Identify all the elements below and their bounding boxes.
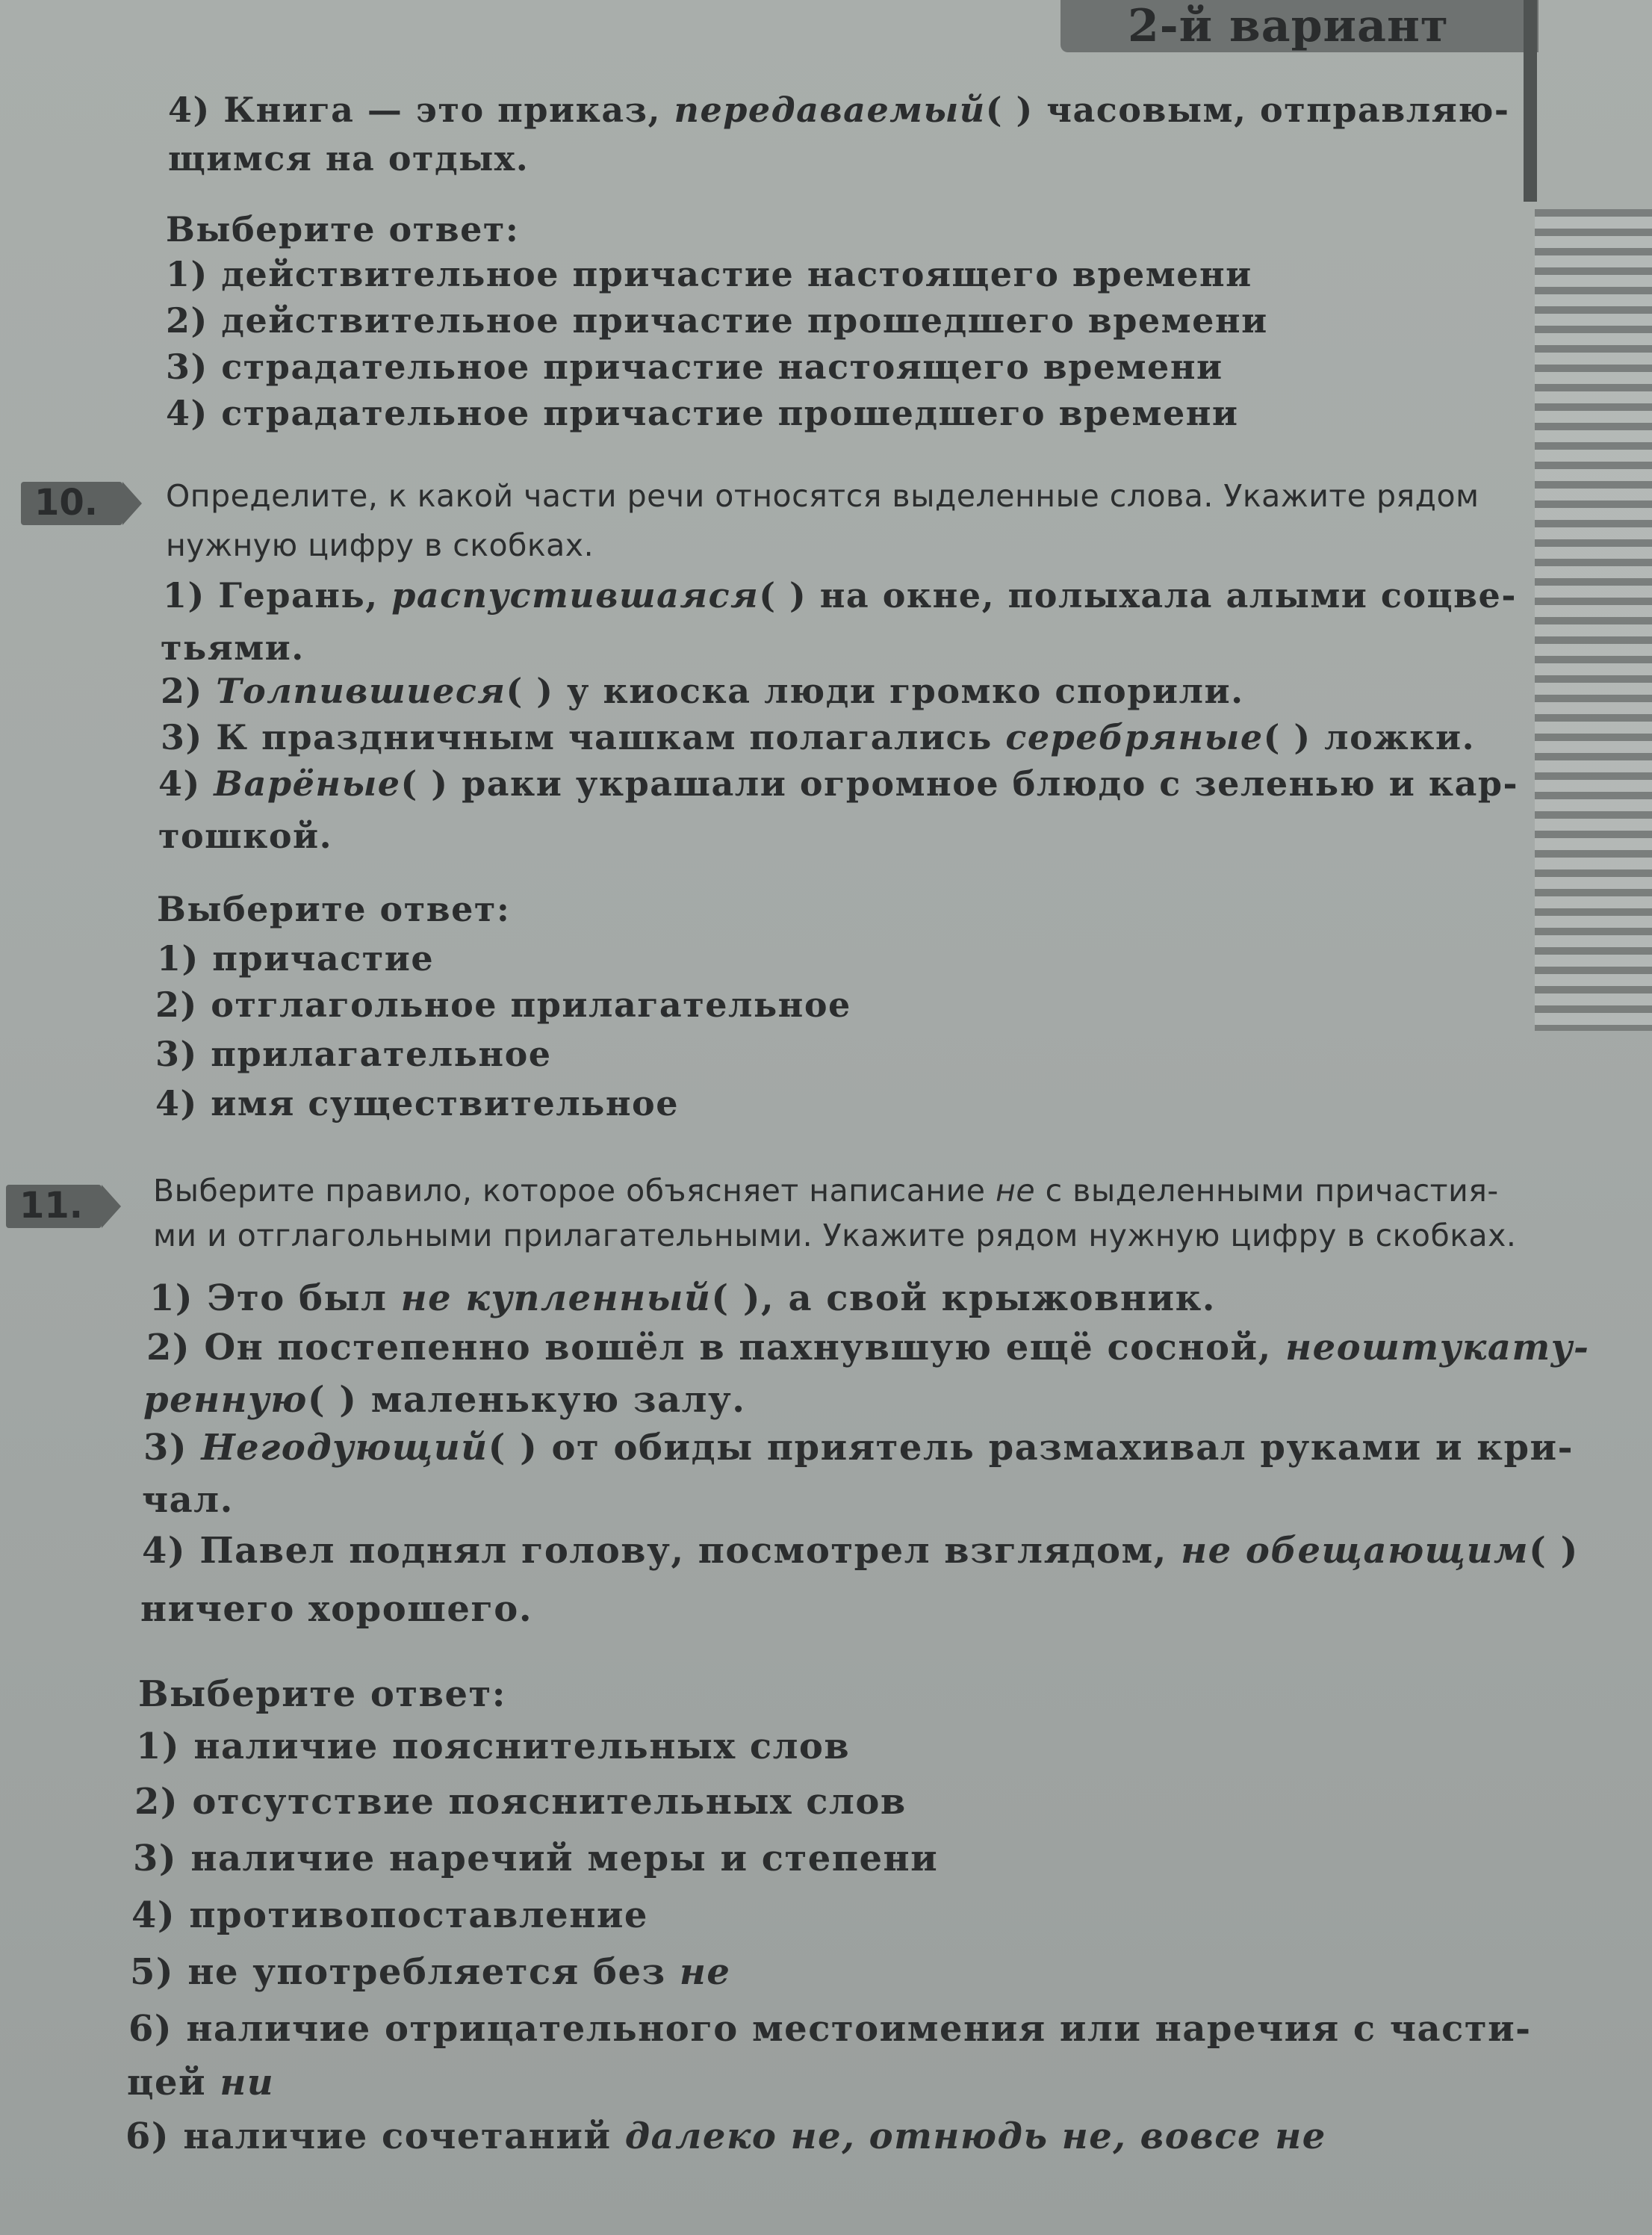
q10-choose-label: Выберите ответ:: [157, 889, 511, 929]
q10-number-arrow: [122, 482, 142, 525]
q10-sentence-3: 3) К праздничным чашкам полагались серебряные( ) ложки.: [161, 717, 1476, 757]
q11-number: 11.: [19, 1185, 84, 1227]
q11-s2-highlight: неоштукату-: [1285, 1327, 1590, 1368]
q11-s4-highlight: не обещающим: [1181, 1530, 1530, 1572]
q10-option-4: 4) имя существительное: [155, 1083, 679, 1123]
q11-sentence-1: 1) Это был не купленный( ), а свой крыжовник.: [149, 1277, 1216, 1319]
q9-sentence-4-cont: щимся на отдых.: [168, 138, 530, 179]
q9-s4-num: 4): [168, 90, 211, 130]
q9-s4-highlight: передаваемый: [674, 90, 986, 130]
q11-s1-highlight: не купленный: [400, 1277, 712, 1319]
q11-option-1: 1) наличие пояснительных слов: [136, 1726, 851, 1767]
q10-task-line-1: Определите, к какой части речи относятся выделенные слова. Укажите рядом: [166, 478, 1479, 514]
q11-number-arrow: [102, 1185, 121, 1228]
q10-s1-highlight: распустившаяся: [391, 575, 760, 616]
q9-option-2: 2) действительное причастие прошедшего времени: [166, 300, 1268, 341]
q10-number: 10.: [34, 482, 99, 524]
q11-sentence-2-cont: ренную( ) маленькую залу.: [143, 1379, 746, 1421]
q11-option-3: 3) наличие наречий меры и степени: [133, 1838, 939, 1879]
q10-sentence-2: 2) Толпившиеся( ) у киоска люди громко спорили.: [161, 671, 1244, 711]
q11-s3-highlight: Негодующий: [201, 1427, 488, 1469]
q11-sentence-2: 2) Он постепенно вошёл в пахнувшую ещё сосной, неоштукату-: [146, 1327, 1590, 1368]
page-edge-bar: [1524, 0, 1537, 202]
variant-label: 2-й вариант: [1128, 0, 1450, 52]
q10-s2-highlight: Толпившиеся: [216, 671, 506, 711]
q9-sentence-4: [168, 90, 1509, 130]
q10-option-3: 3) прилагательное: [155, 1034, 552, 1074]
q11-sentence-4: 4) Павел поднял голову, посмотрел взглядом, не обещающим( ): [142, 1530, 1579, 1572]
q11-opt5-highlight: не: [679, 1951, 731, 1993]
q11-option-6: 6) наличие отрицательного местоимения или наречия с части-: [128, 2008, 1532, 2050]
q9-option-4: 4) страдательное причастие прошедшего времени: [166, 393, 1239, 433]
q11-sentence-3: 3) Негодующий( ) от обиды приятель размахивал руками и кри-: [143, 1427, 1574, 1469]
q11-task-line-2: ми и отглагольными прилагательными. Укажите рядом нужную цифру в скобках.: [153, 1218, 1517, 1253]
q11-option-2: 2) отсутствие пояснительных слов: [134, 1781, 907, 1823]
q11-s2-highlight-cont: ренную: [143, 1379, 308, 1421]
q10-option-1: 1) причастие: [157, 938, 435, 979]
q9-choose-label: Выберите ответ:: [166, 209, 520, 249]
q10-sentence-4: 4) Варёные( ) раки украшали огромное блюдо с зеленью и кар-: [158, 763, 1519, 804]
q11-option-5: 5) не употребляется без не: [130, 1951, 731, 1993]
q10-sentence-1: 1) Герань, распустившаяся( ) на окне, полыхала алыми соцве-: [163, 575, 1517, 616]
q11-option-4: 4) противопоставление: [131, 1894, 648, 1936]
q9-s4-rest: ( ) часовым, отправляю-: [985, 90, 1510, 130]
q10-option-2: 2) отглагольное прилагательное: [155, 985, 851, 1025]
q11-opt6-highlight: ни: [220, 2062, 275, 2104]
q10-task-line-2: нужную цифру в скобках.: [166, 527, 594, 563]
q10-sentence-1-cont: тьями.: [161, 627, 305, 668]
q11-sentence-4-cont: ничего хорошего.: [140, 1588, 533, 1630]
q11-option-6-cont: цей ни: [127, 2062, 275, 2104]
q10-s3-highlight: серебряные: [1005, 717, 1264, 757]
page-edge-stripes: [1535, 209, 1652, 1031]
q9-option-3: 3) страдательное причастие настоящего времени: [166, 347, 1223, 387]
q11-choose-label: Выберите ответ:: [138, 1673, 507, 1715]
q9-s4-text: Книга — это приказ,: [210, 90, 674, 130]
q10-sentence-4-cont: тошкой.: [158, 816, 333, 856]
q10-s4-highlight: Варёные: [214, 763, 401, 804]
q11-opt7-highlight: далеко не, отнюдь не, вовсе не: [624, 2115, 1326, 2157]
q11-task-line-1: Выберите правило, которое объясняет написание не с выделенными причастия-: [153, 1173, 1499, 1209]
q9-option-1: 1) действительное причастие настоящего времени: [166, 254, 1252, 294]
q11-sentence-3-cont: чал.: [142, 1479, 234, 1521]
q11-option-7: 6) наличие сочетаний далеко не, отнюдь не, вовсе не: [125, 2115, 1326, 2157]
